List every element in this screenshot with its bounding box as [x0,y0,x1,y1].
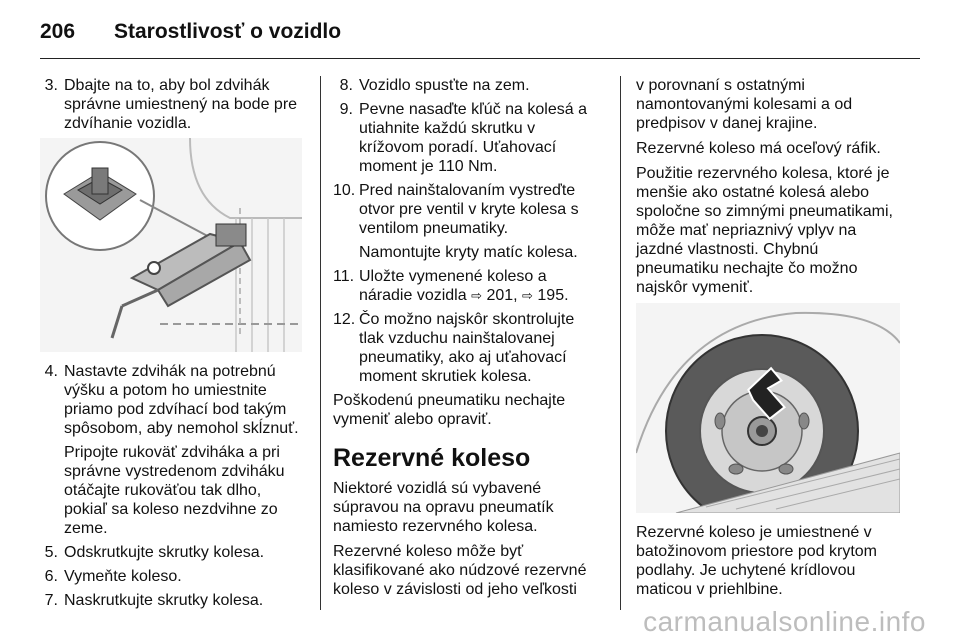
column-divider-1 [320,76,321,610]
column-3 [636,76,904,605]
paragraph: v porovnaní s ostatnými namontovanými kolesami a od predpisov v danej krajine. [636,77,853,132]
section-heading: Rezervné koleso [333,444,531,472]
step-text: Pred nainštalovaním vystreďte otvor pre ventil v kryte kolesa s ventilom pneumatiky. [359,182,579,237]
step-number: 9. [339,101,353,118]
step-number: 5. [44,544,58,561]
step-text: Dbajte na to, aby bol zdvihák správne umiestnený na bode pre zdvíhanie vozidla. [64,77,298,132]
step-number: 6. [44,568,58,585]
jack-illustration [40,138,302,352]
step-12 [333,310,601,386]
page-ref-link[interactable]: 201 [486,287,514,304]
watermark: carmanualsonline.info [643,606,926,637]
paragraph: Použitie rezervného kolesa, ktoré je menšie ako ostatné kolesá alebo spoločne so zimnými pneumatikami, môže mať nepriaznivý vplyv na jazdné vlastnosti. Chybnú pneumatiku nechajte čo možno najskôr vymeniť. [636,165,893,296]
page-title: Starostlivosť o vozidlo [114,20,342,43]
step-text: Vymeňte koleso. [64,568,182,585]
paragraph: Poškodenú pneumatiku nechajte vymeniť alebo opraviť. [333,392,566,428]
ref-separator: , [513,287,523,304]
step-text: Nastavte zdvihák na potrebnú výšku a potom ho umiestnite priamo pod zdvíhací bod takým spôsobom, aby nemohol skĺznuť. [64,363,299,437]
paragraph: Rezervné koleso má oceľový ráfik. [636,140,881,157]
step-4-detail: Pripojte rukoväť zdviháka a pri správne vystredenom zdviháku otáčajte rukoväťou tak dlho, pokiaľ sa koleso nezdvihne zo zeme. [64,444,285,537]
step-number: 8. [339,77,353,94]
step-number: 3. [44,77,58,94]
page-ref-arrow-icon: ⇨ [471,288,482,303]
step-9 [333,100,601,176]
step-text: Vozidlo spusťte na zem. [359,77,530,94]
page-ref-link[interactable]: 195 [537,287,565,304]
step-text: Pevne nasaďte kľúč na kolesá a utiahnite každú skrutku v krížovom poradí. Uťahovací moment je 110 Nm. [359,101,587,175]
step-11 [333,267,601,305]
step-number: 4. [44,363,58,380]
column-divider-2 [620,76,621,610]
step-text: Naskrutkujte skrutky kolesa. [64,592,264,609]
page-header [40,20,341,50]
step-8 [333,76,601,95]
column-1 [40,76,308,615]
column-2 [333,76,601,605]
step-text [359,267,601,305]
step-number: 10. [333,182,356,199]
step-6 [40,567,308,586]
page-number: 206 [40,20,76,43]
step-number: 12. [333,311,356,328]
step-3 [40,76,308,133]
paragraph: Niektoré vozidlá sú vybavené súpravou na opravu pneumatík namiesto rezervného kolesa. [333,480,554,535]
step-text-part: Uložte vymenené koleso a náradie vozidla [359,268,547,304]
step-text: Čo možno najskôr skontrolujte tlak vzduchu nainštalovanej pneumatiky, ako aj uťahovací moment skrutiek kolesa. [359,311,575,385]
spare-wheel-illustration [636,303,900,513]
step-number: 7. [44,592,58,609]
paragraph: Rezervné koleso môže byť klasifikované ako núdzové rezervné koleso v závislosti od jeho veľkosti [333,543,587,598]
step-5 [40,543,308,562]
header-divider [40,58,920,59]
step-number: 11. [333,268,355,285]
page-ref-arrow-icon: ⇨ [522,288,533,303]
step-10 [333,181,601,238]
step-text: Odskrutkujte skrutky kolesa. [64,544,265,561]
sentence-end: . [564,287,569,304]
step-4 [40,362,308,438]
step-7 [40,591,308,610]
paragraph: Rezervné koleso je umiestnené v batožinovom priestore pod krytom podlahy. Je uchytené krídlovou maticou v priehlbine. [636,524,877,598]
step-10-detail: Namontujte kryty matíc kolesa. [359,244,578,261]
